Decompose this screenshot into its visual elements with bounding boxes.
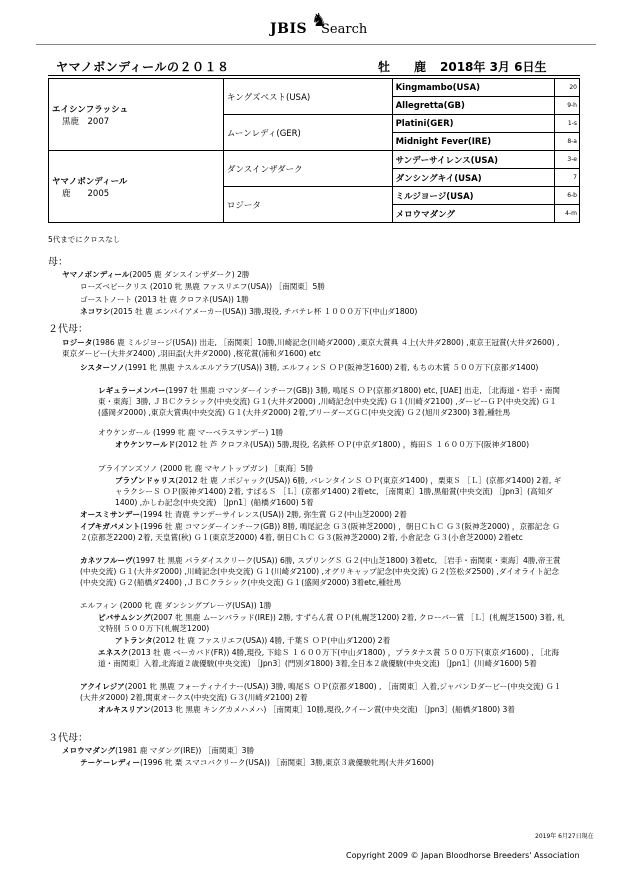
family-number: 7 [555,169,580,187]
pedigree-cell[interactable]: Allegretta(GB) [392,97,555,115]
entry-detail: (2015 牡 鹿 エンパイアメーカー(USA)) 3勝,現役, チバテレ杯 １０００万下(中山ダ1800) [110,307,418,316]
progeny-entry[interactable] [98,427,566,438]
entry-detail: ローズベビークリス (2010 牝 黒鹿 ファスリエフ(USA)) ［南関東］5勝 [80,282,325,291]
progeny-entry[interactable] [80,306,592,317]
progeny-entry[interactable] [80,362,567,373]
entry-detail: (2013 牝 黒鹿 キングカメハメハ) ［南関東］10勝,現役,クイーン賞(中央交流) ［Jpn3］(船橋ダ1800) 3着 [150,705,515,714]
entry-detail: (2012 牡 芦 クロフネ(USA)) 5勝,現役, 名鉄杯 ＯＰ(中京ダ1800) ，梅田Ｓ １６００万下(阪神ダ1800) [175,440,530,449]
family-number: 20 [555,79,580,97]
dam-cell[interactable] [49,151,224,223]
progeny-entry[interactable] [115,475,567,508]
progeny-entry[interactable] [98,704,566,715]
entry-detail: (1996 牡 鹿 コマンダーインチーフ(GB)) 8勝, 鳴尾記念 Ｇ３(阪神芝2000) ，朝日ＣｈＣ Ｇ３(阪神芝2000) ，京都記念 Ｇ２(京都芝2200) 2着, 天皇賞(秋) Ｇ１(東京芝2000) 4着, 朝日ＣｈＣ Ｇ３(阪神芝2000) 2着, 小倉記念 Ｇ３(小倉芝2000) 2着etc [80,522,560,542]
progeny-entry[interactable] [62,269,574,280]
progeny-entry[interactable] [115,635,567,646]
entry-name: メロウマダング [62,746,116,755]
entry-name: オースミサンデー [80,510,140,519]
progeny-entry[interactable] [98,463,566,474]
pedigree-cell[interactable]: ダンスインザダーク [223,151,392,187]
pedigree-cell[interactable]: Platini(GER) [392,115,555,133]
entry-detail: (1994 牡 青鹿 サンデーサイレンス(USA)) 2勝, 弥生賞 Ｇ２(中山芝2000) 2着 [140,510,407,519]
copyright: Copyright 2009 © Japan Bloodhorse Breeders' Association [346,851,580,860]
entry-name: ロジータ [62,338,93,347]
horse-name: ヤマノボンディールの２０１８ [56,60,230,74]
entry-name: アトランタ [115,636,153,645]
entry-detail: (1997 牡 黒鹿 コマンダーインチーフ(GB)) 3勝, 鳴尾Ｓ ＯＰ(京都ダ1800) etc, [UAE] 出走, ［北海道・岩手・南関東・東海］3勝, ＪＢＣクラシック(中央交流) Ｇ１(大井ダ2000) ,川崎記念(中央交流) Ｇ１(川崎ダ2100) ,ダービーＧＰ(中央交流) Ｇ１(盛岡ダ2000) ,東京大賞典(中央交流) Ｇ１(大井ダ2000) 2着,ブリーダーズＧＣ(中央交流) Ｇ２(旭川ダ2300) 3着,種牡馬 [98,386,560,417]
sire-cell[interactable] [49,79,224,151]
entry-name: オルキスリアン [98,705,151,714]
entry-name: ブラゾンドゥリス [115,476,176,485]
section-third-dam: ３代母： [48,733,88,744]
entry-detail: (1991 牝 黒鹿 ナスルエルアラブ(USA)) 3勝, エルフィンＳ ＯＰ(阪神芝1600) 2着, もちの木賞 ５００万下(京都ダ1400) [124,363,539,372]
family-number: 4-m [555,205,580,223]
progeny-entry[interactable] [98,612,566,634]
entry-detail: ブライアンズソノ (2000 牝 鹿 マヤノトップガン) ［東海］5勝 [98,464,314,473]
horse-title [48,55,580,77]
entry-detail: ゴーストノート (2013 牡 鹿 クロフネ(USA)) 1勝 [80,295,249,304]
progeny-entry[interactable] [62,745,574,756]
progeny-entry[interactable] [98,385,566,418]
entry-name: ネコワシ [80,307,111,316]
pedigree-cell[interactable]: ダンシングキイ(USA) [392,169,555,187]
pedigree-cell[interactable]: ミルジヨージ(USA) [392,187,555,205]
progeny-entry[interactable] [80,521,567,543]
pedigree-cell[interactable]: Midnight Fever(IRE) [392,133,555,151]
family-number: 1-s [555,115,580,133]
pedigree-cell[interactable]: Kingmambo(USA) [392,79,555,97]
family-number: 9-h [555,97,580,115]
entry-detail: (2012 牡 鹿 ファスリエフ(USA)) 4勝, 千葉Ｓ ＯＰ(中山ダ1200) 2着 [152,636,391,645]
section-second-dam: ２代母： [48,324,88,335]
entry-name: アクイレジア [80,682,125,691]
jbis-logo[interactable] [270,8,368,40]
progeny-entry[interactable] [80,509,567,520]
entry-name: オウケンワールド [115,440,176,449]
entry-detail: (1986 鹿 ミルジヨージ(USA)) 出走, ［南関東］10勝,川崎記念(川崎ダ2000) ,東京大賞典 ４上(大井ダ2800) ,東京王冠賞(大井ダ2600) ,東京ダービー(大井ダ2400) ,羽田盃(大井ダ2000) ,桜花賞(浦和ダ1600) etc [62,338,560,358]
entry-name: レギュラーメンバー [98,386,166,395]
entry-detail: (2005 鹿 ダンスインザダーク) 2勝 [129,270,250,279]
pedigree-table [48,78,580,223]
entry-name: ヤマノボンディール [62,270,130,279]
horse-birthdate: 2018年 3月 6日生 [440,60,547,74]
entry-name: ピバサムシング [98,613,151,622]
inbreeding-note: 5代までにクロスなし [48,235,121,244]
entry-detail: (2012 牡 鹿 ノボジャック(USA)) 6勝, バレンタインＳ ＯＰ(東京ダ1400) ，栗東Ｓ ［Ｌ］(京都ダ1400) 2着, ギャラクシーＳ ＯＰ(阪神ダ1400) 2着, すばるＳ ［Ｌ］(京都ダ1400) 2着etc, ［南関東］1勝,黒船賞(中央交流) ［Jpn3］(高知ダ1400) ,かしわ記念(中央交流) ［Jpn1］(船橋ダ1600) 5着 [115,476,562,507]
entry-detail: (2001 牝 黒鹿 フォーティナイナー(USA)) 3勝, 鳴尾Ｓ ＯＰ(京都ダ1800) , ［南関東］入着,ジャパンＤダービー(中央交流) Ｇ１(大井ダ2000) 2着,関東オークス(中央交流) Ｇ３(川崎ダ2100) 2着 [80,682,562,702]
entry-name: カネツフルーヴ [80,556,133,565]
progeny-entry[interactable] [80,555,567,588]
dam-info: 鹿 2005 [62,188,110,199]
horse-sex-color: 牡 鹿 [378,60,433,74]
progeny-entry[interactable] [98,647,566,669]
horse-icon: ♞ [311,10,328,31]
entry-name: テーケーレディー [80,758,140,767]
header-divider [36,44,596,45]
logo-jbis-text: JBIS [270,21,308,37]
pedigree-cell[interactable]: サンデーサイレンス(USA) [392,151,555,169]
entry-detail: エルフィン (2000 牝 鹿 ダンシングブレーヴ(USA)) 1勝 [80,601,272,610]
progeny-entry[interactable] [80,281,592,292]
progeny-entry[interactable] [80,681,567,703]
entry-detail: オウケンガール (1999 牝 鹿 マーベラスサンデー) 1勝 [98,428,284,437]
title-divider [48,75,580,76]
pedigree-cell[interactable]: メロウマダング [392,205,555,223]
progeny-entry[interactable] [80,294,592,305]
entry-name: イブキガバメント [80,522,141,531]
entry-detail: (1996 牝 栗 スマコバクリーク(USA)) ［南関東］3勝,東京３歳優駿牝馬(大井ダ1600) [140,758,434,767]
progeny-entry[interactable] [80,600,567,611]
family-number: 8-a [555,133,580,151]
sire-info: 黒鹿 2007 [62,116,110,127]
entry-detail: (2013 牡 鹿 ベーカバド(FR)) 4勝,現役, 下総Ｓ １６００万下(中山ダ1800) ，プラタナス賞 ５００万下(東京ダ1600) , ［北海道・南関東］入着,北海道２歳優駿(中央交流) ［Jpn3］(門別ダ1800) 3着,全日本２歳優駿(中央交流) ［Jpn1］(川崎ダ1600) 5着 [98,648,559,668]
family-number: 6-b [555,187,580,205]
section-dam: 母： [48,257,68,268]
pedigree-cell[interactable]: ムーンレディ(GER) [223,115,392,151]
entry-detail: (2007 牝 黒鹿 ムーンバラッド(IRE)) 2勝, すずらん賞 ＯＰ(札幌芝1200) 2着, クローバー賞 ［Ｌ］(札幌芝1500) 3着, 札文特別 ５００万下(札幌芝1200) [98,613,565,633]
entry-name: エネスク [98,648,129,657]
pedigree-cell[interactable]: ロジータ [223,187,392,223]
logo-search-text: Search [321,22,368,37]
pedigree-cell[interactable]: キングズベスト(USA) [223,79,392,115]
entry-detail: (1997 牡 黒鹿 パラダイスクリーク(USA)) 6勝, スプリングＳ Ｇ２(中山芝1800) 3着etc, ［岩手・南関東・東海］4勝,帝王賞(中央交流) Ｇ１(大井ダ2000) ,川崎記念(中央交流) Ｇ１(川崎ダ2100) ,オグリキャップ記念(中央交流) Ｇ２(笠松ダ2500) ,ダイオライト記念(中央交流) Ｇ２(船橋ダ2400) ,ＪＢＣクラシック(中央交流) Ｇ１(盛岡ダ2000) 3着etc,種牡馬 [80,556,561,587]
as-of-date: 2019年 6月27日現在 [535,833,594,840]
progeny-entry[interactable] [115,439,567,450]
progeny-entry[interactable] [80,757,592,768]
entry-detail: (1981 鹿 マダング(IRE)) ［南関東］3勝 [115,746,255,755]
family-number: 3-e [555,151,580,169]
sire-name: エイシンフラッシュ [52,104,128,115]
entry-name: シスターソノ [80,363,125,372]
dam-name: ヤマノボンディール [52,176,128,187]
progeny-entry[interactable] [62,337,567,359]
